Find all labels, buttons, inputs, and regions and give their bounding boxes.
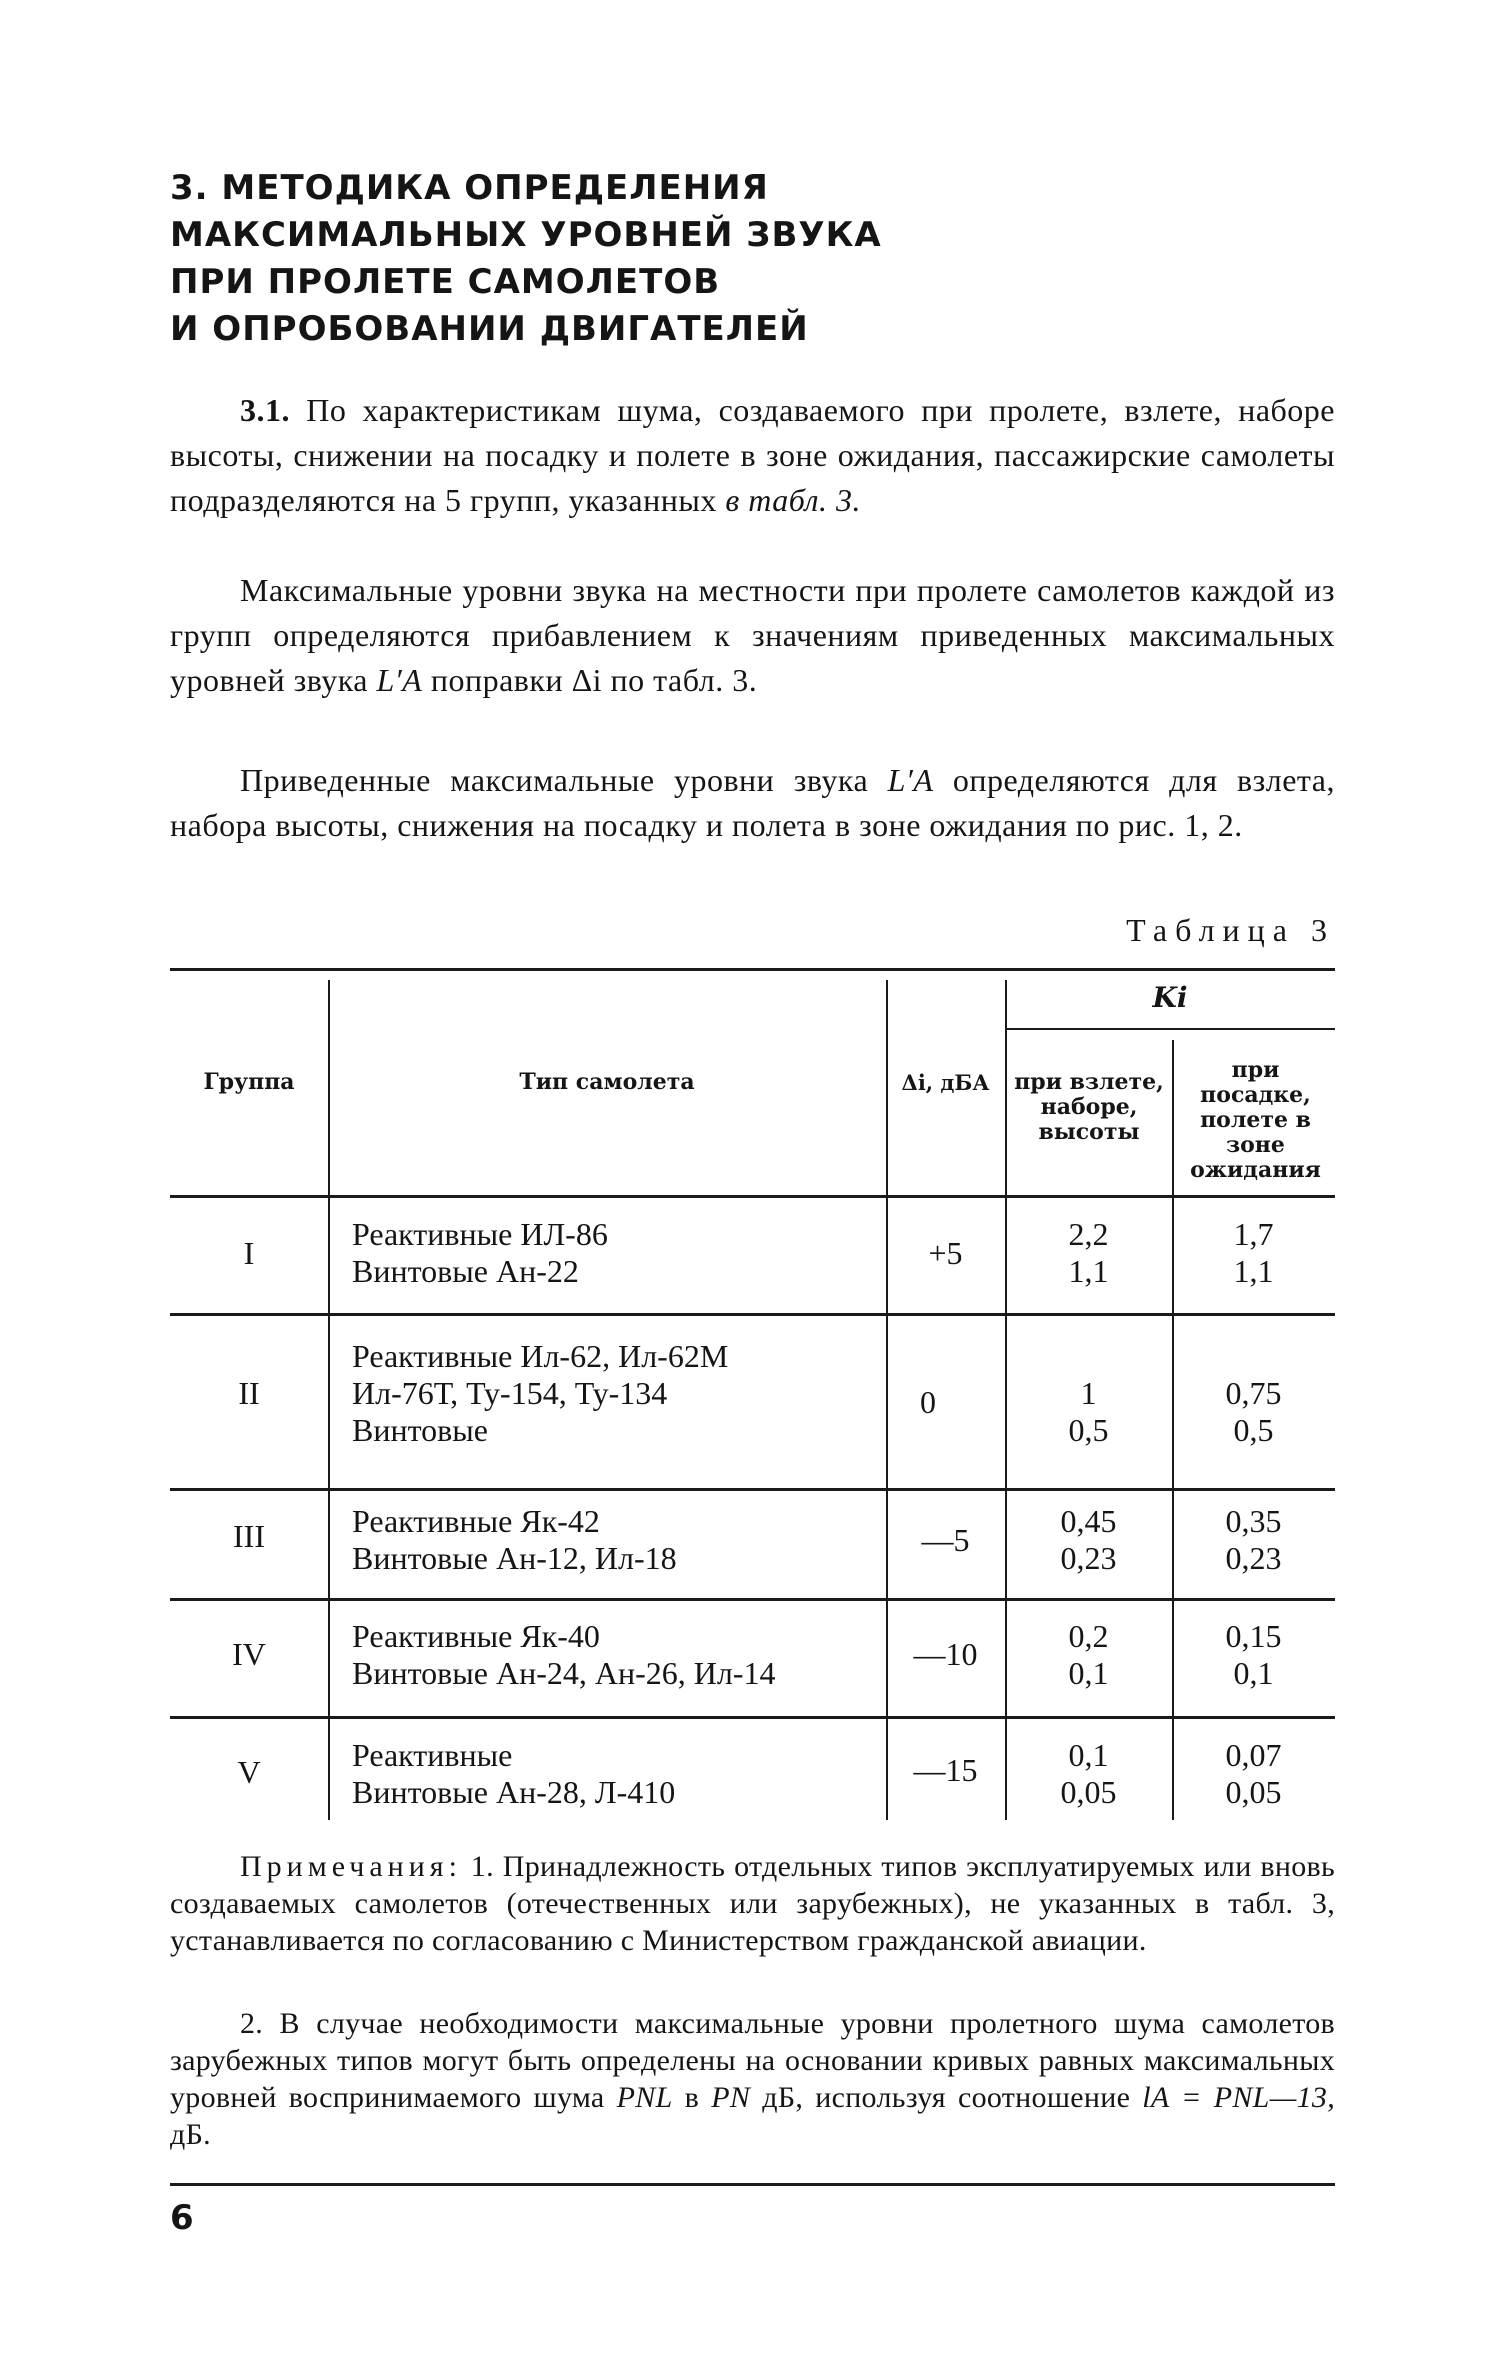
aircraft-type-line: Реактивные Як-40 xyxy=(352,1618,600,1654)
delta-symbol: Δi xyxy=(571,662,603,698)
table-header-rule xyxy=(170,1195,1335,1198)
section-heading xyxy=(170,165,1335,353)
delta-cell: —5 xyxy=(921,1522,970,1558)
header-k: Ki xyxy=(1152,981,1188,1014)
header-group: Группа xyxy=(203,1069,295,1095)
pnl-symbol: PNL xyxy=(616,2081,673,2114)
aircraft-type-line: Винтовые Ан-28, Л-410 xyxy=(352,1774,676,1810)
k-takeoff-cell: 0,1 xyxy=(1068,1655,1109,1691)
delta-cell: —15 xyxy=(913,1752,978,1788)
group-cell: I xyxy=(243,1235,255,1271)
row-separator xyxy=(170,1716,1335,1719)
paragraph-number: 3.1. xyxy=(240,392,290,428)
pn-symbol: PN xyxy=(711,2081,751,2114)
group-cell: V xyxy=(237,1754,261,1790)
heading-line-2: МАКСИМАЛЬНЫХ УРОВНЕЙ ЗВУКА xyxy=(170,215,882,255)
delta-cell: 0 xyxy=(920,1384,936,1420)
paragraph-2 xyxy=(170,568,1335,703)
row-separator xyxy=(170,1488,1335,1491)
aircraft-type-line: Реактивные Як-42 xyxy=(352,1503,600,1539)
k-takeoff-cell: 0,2 xyxy=(1068,1618,1109,1654)
footer-rule xyxy=(170,2183,1335,2186)
note-2-block xyxy=(170,2005,1335,2153)
k-takeoff-cell: 0,45 xyxy=(1060,1503,1117,1539)
group-cell: IV xyxy=(232,1636,266,1672)
formula: lA = PNL—13, xyxy=(1142,2081,1335,2114)
k-landing-cell: 0,07 xyxy=(1225,1737,1282,1773)
aircraft-type-line: Реактивные Ил-62, Ил-62М xyxy=(352,1338,729,1374)
aircraft-type-line: Винтовые Ан-24, Ан-26, Ил-14 xyxy=(352,1655,776,1691)
sound-level-symbol: L′A xyxy=(887,762,934,798)
note-2-in: в xyxy=(684,2081,700,2114)
paragraph-1-text: По характеристикам шума, создаваемого при пролете, взлете, наборе высоты, снижении на посадку и полете в зоне ожидания, пассажирские самолеты подразделяются на 5 групп, указанных xyxy=(170,392,1336,518)
aircraft-type-line: Реактивные xyxy=(352,1737,513,1773)
k-landing-cell: 0,05 xyxy=(1225,1774,1282,1810)
paragraph-2-end: по табл. 3. xyxy=(610,662,758,698)
paragraph-2-mid: поправки xyxy=(430,662,564,698)
k-takeoff-cell: 1,1 xyxy=(1068,1253,1109,1289)
header-type: Тип самолета xyxy=(519,1069,695,1095)
note-2-text: 2. В случае необходимости максимальные уровни пролетного шума самолетов зарубежных типов могут быть определены на основании кривых равных максимальных уровней воспринимаемого шума xyxy=(170,2007,1335,2114)
aircraft-type-line: Винтовые xyxy=(352,1412,488,1448)
k-landing-cell: 0,35 xyxy=(1225,1503,1282,1539)
heading-line-3: ПРИ ПРОЛЕТЕ САМОЛЕТОВ xyxy=(170,262,721,302)
notes-label: Примечания: xyxy=(240,1850,462,1883)
aircraft-type-line: Винтовые Ан-22 xyxy=(352,1253,579,1289)
k-takeoff-cell: 0,5 xyxy=(1068,1412,1109,1448)
note-2-text-b: дБ, используя соотношение xyxy=(762,2081,1131,2114)
paragraph-3-text: Приведенные максимальные уровни звука xyxy=(240,762,869,798)
paragraph-2-text: Максимальные уровни звука на местности при пролете самолетов каждой из групп определяются прибавлением к значениям приведенных максимальных уровней звука xyxy=(170,572,1335,698)
paragraph-3-1 xyxy=(170,388,1335,523)
k-takeoff-cell: 0,05 xyxy=(1060,1774,1117,1810)
aircraft-type-line: Винтовые Ан-12, Ил-18 xyxy=(352,1540,677,1576)
k-takeoff-cell: 2,2 xyxy=(1068,1216,1109,1252)
k-header-rule xyxy=(1005,1028,1335,1030)
note-1: 1. Принадлежность отдельных типов эксплуатируемых или вновь создаваемых самолетов (отечественных или зарубежных), не указанных в табл. 3, устанавливается по согласованию с Министерством гражданской авиации. xyxy=(170,1850,1335,1957)
k-takeoff-cell: 0,23 xyxy=(1060,1540,1117,1576)
page-number: 6 xyxy=(170,2198,194,2238)
header-delta: Δi, дБА xyxy=(901,1070,990,1095)
row-separator xyxy=(170,1313,1335,1316)
paragraph-3-end: определяются для взлета, набора высоты, снижения на посадку и полета в зоне ожидания по рис. 1, 2. xyxy=(170,762,1335,843)
column-divider xyxy=(328,980,330,1820)
k-landing-cell: 0,5 xyxy=(1233,1412,1274,1448)
delta-cell: +5 xyxy=(928,1235,963,1271)
header-k-landing: при посадке, полете в зоне ожидания xyxy=(1190,1057,1321,1183)
k-landing-cell: 0,23 xyxy=(1225,1540,1282,1576)
table-top-rule xyxy=(170,968,1335,971)
sound-level-symbol: L′A xyxy=(376,662,423,698)
group-cell: III xyxy=(233,1518,265,1554)
k-landing-cell: 0,75 xyxy=(1225,1375,1282,1411)
header-k-takeoff: при взлете, наборе, высоты xyxy=(1014,1069,1164,1145)
group-cell: II xyxy=(238,1375,260,1411)
column-divider xyxy=(886,980,888,1820)
k-takeoff-cell: 0,1 xyxy=(1068,1737,1109,1773)
k-landing-cell: 1,1 xyxy=(1233,1253,1274,1289)
aircraft-type-line: Реактивные ИЛ-86 xyxy=(352,1216,608,1252)
k-landing-cell: 1,7 xyxy=(1233,1216,1274,1252)
table-notes xyxy=(170,1848,1335,1959)
heading-line-1: 3. МЕТОДИКА ОПРЕДЕЛЕНИЯ xyxy=(170,168,769,208)
table-caption: Таблица 3 xyxy=(1126,912,1335,948)
note-2-text-c: дБ. xyxy=(170,2118,211,2151)
k-landing-cell: 0,15 xyxy=(1225,1618,1282,1654)
paragraph-3 xyxy=(170,758,1335,848)
aircraft-type-line: Ил-76Т, Ту-154, Ту-134 xyxy=(352,1375,668,1411)
heading-line-4: И ОПРОБОВАНИИ ДВИГАТЕЛЕЙ xyxy=(170,309,809,349)
row-separator xyxy=(170,1598,1335,1601)
k-landing-cell: 0,1 xyxy=(1233,1655,1274,1691)
delta-cell: —10 xyxy=(913,1636,978,1672)
table-reference: в табл. 3. xyxy=(725,482,861,518)
k-takeoff-cell: 1 xyxy=(1080,1375,1097,1411)
